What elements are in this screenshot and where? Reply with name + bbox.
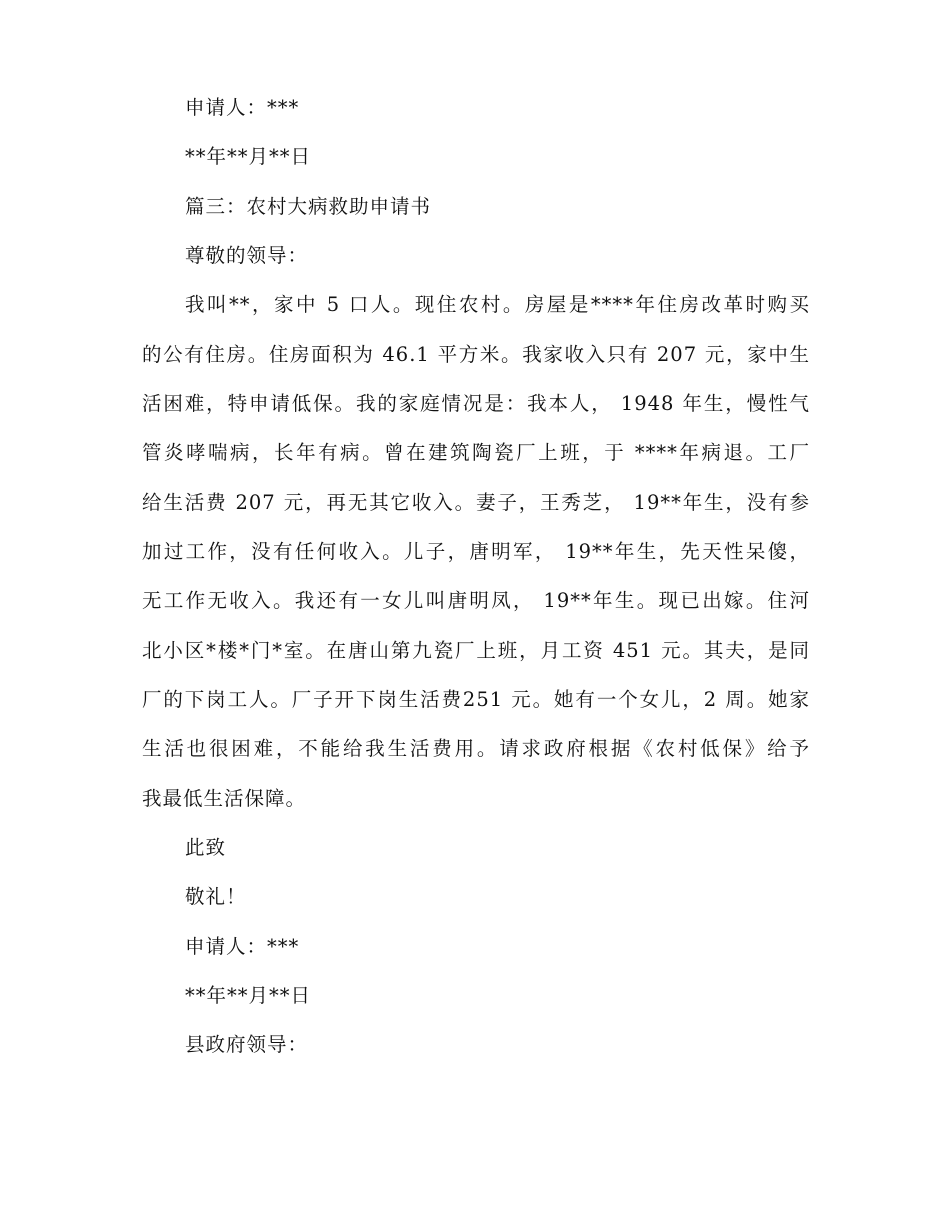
signature-date: **年**月**日 (185, 145, 312, 168)
body-paragraph-line: 我叫**，家中 5 口人。现住农村。房屋是****年住房改革时购买 (185, 293, 810, 316)
applicant-signature: 申请人：*** (185, 96, 300, 119)
body-paragraph-line: 给生活费 207 元，再无其它收入。妻子，王秀芝， 19**年生，没有参 (142, 491, 810, 514)
applicant-signature: 申请人：*** (185, 935, 300, 958)
body-paragraph-line: 活困难，特申请低保。我的家庭情况是：我本人， 1948 年生，慢性气 (142, 392, 810, 415)
body-paragraph-line: 无工作无收入。我还有一女儿叫唐明凤， 19**年生。现已出嫁。住河 (142, 589, 810, 612)
body-paragraph-line: 生活也很困难，不能给我生活费用。请求政府根据《农村低保》给予 (142, 737, 810, 760)
body-paragraph-line: 管炎哮喘病，长年有病。曾在建筑陶瓷厂上班，于 ****年病退。工厂 (142, 441, 810, 464)
section-heading: 篇三：农村大病救助申请书 (185, 195, 432, 218)
salutation: 尊敬的领导： (185, 244, 309, 267)
body-paragraph-line: 我最低生活保障。 (142, 787, 307, 810)
closing-phrase: 此致 (185, 836, 227, 859)
next-salutation: 县政府领导： (185, 1033, 309, 1056)
regards-phrase: 敬礼！ (185, 885, 247, 908)
signature-date: **年**月**日 (185, 984, 312, 1007)
body-paragraph-line: 北小区*楼*门*室。在唐山第九瓷厂上班，月工资 451 元。其夫，是同 (142, 639, 810, 662)
body-paragraph-line: 的公有住房。住房面积为 46.1 平方米。我家收入只有 207 元，家中生 (142, 343, 810, 366)
body-paragraph-line: 加过工作，没有任何收入。儿子，唐明军， 19**年生，先天性呆傻， (142, 540, 810, 563)
body-paragraph-line: 厂的下岗工人。厂子开下岗生活费251 元。她有一个女儿，2 周。她家 (142, 688, 810, 711)
